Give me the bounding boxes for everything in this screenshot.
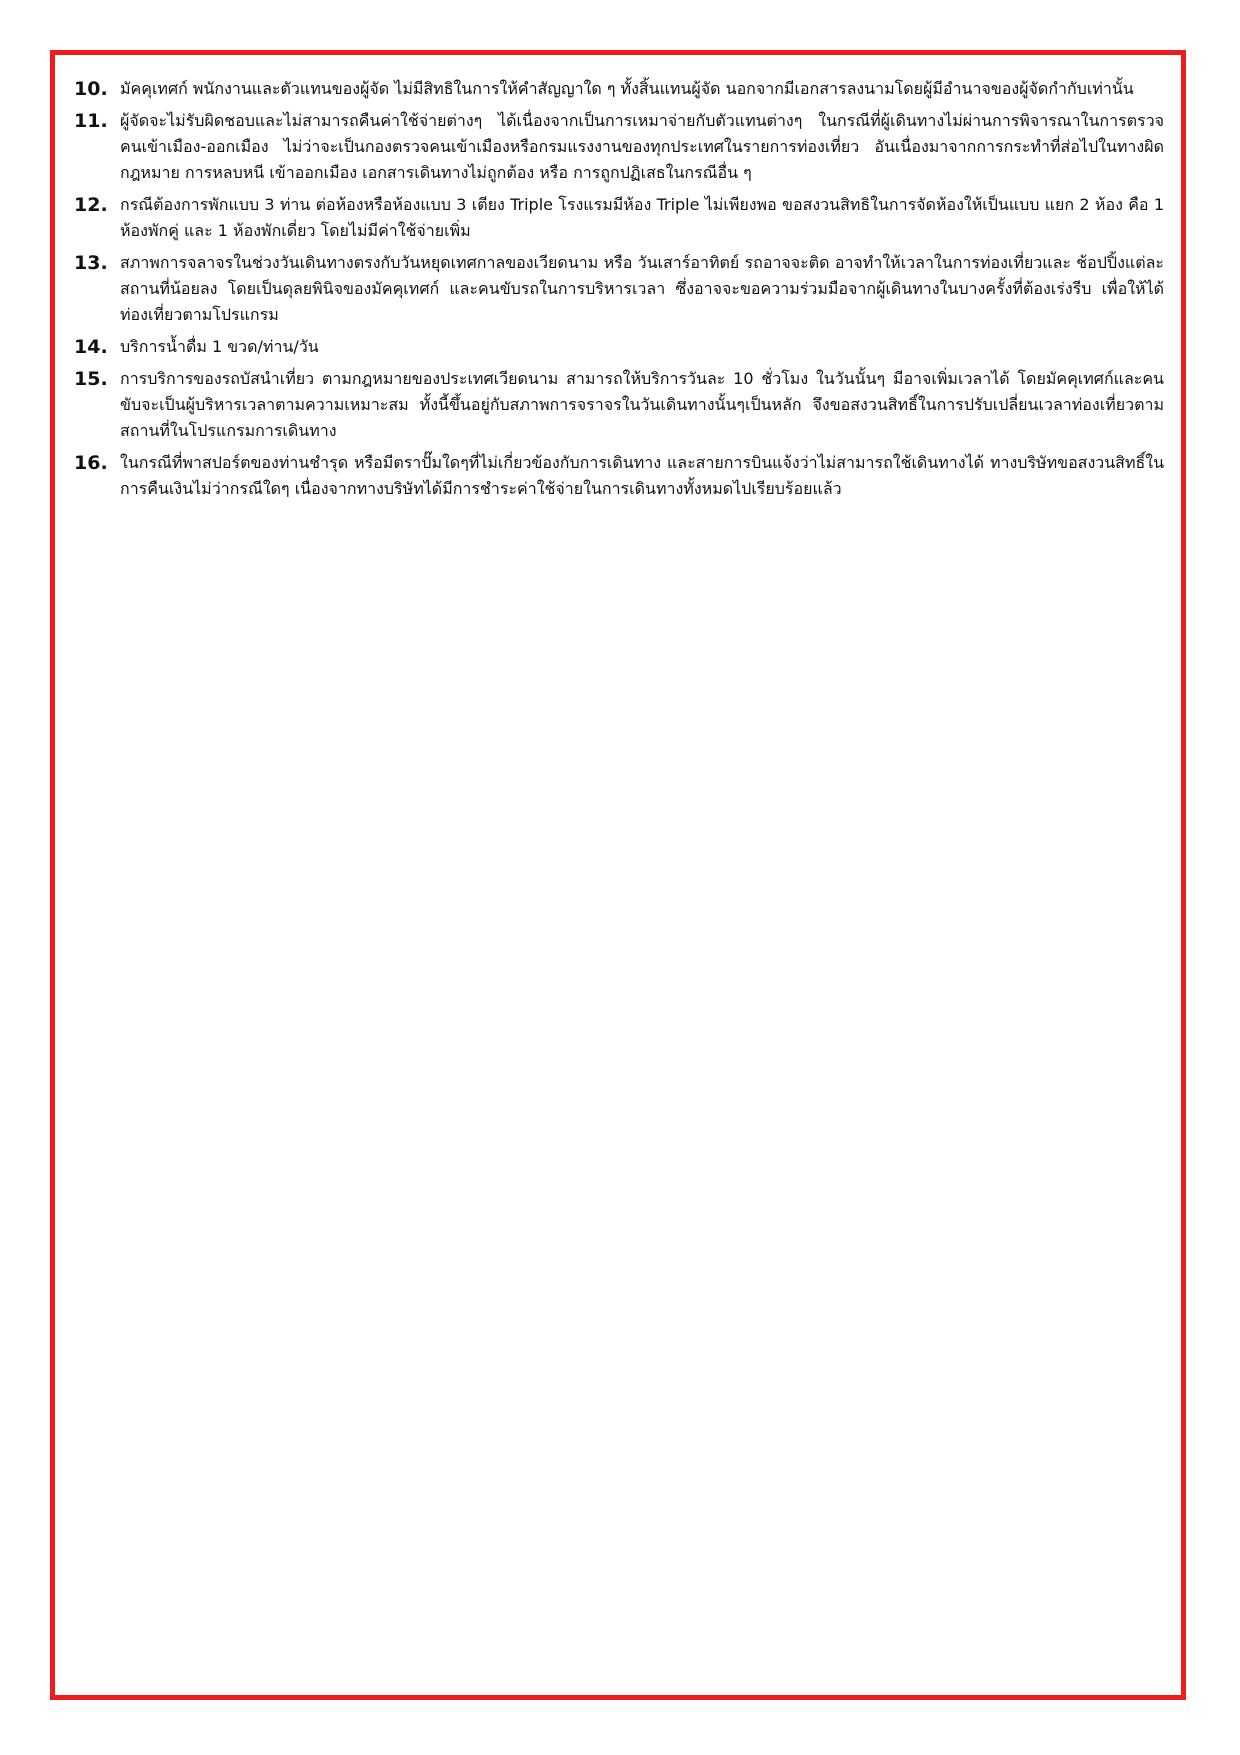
term-number: 12. (74, 194, 108, 216)
term-number: 11. (74, 110, 108, 132)
term-text: การบริการของรถบัสนำเที่ยว ตามกฎหมายของประเทศเวียดนาม สามารถให้บริการวันละ 10 ชั่วโมง ในวันนั้นๆ มีอาจเพิ่มเวลาได้ โดยมัคคุเทศก์และคนขับจะเป็นผู้บริหารเวลาตามความเหมาะสม ทั้งนี้ขึ้นอยู่กับสภาพการจราจรในวันเดินทางนั้นๆเป็นหลัก จึงขอสงวนสิทธิ์ในการปรับเปลี่ยนเวลาท่องเที่ยวตามสถานที่ในโปรแกรมการเดินทาง (120, 369, 1164, 440)
term-text: บริการน้ำดื่ม 1 ขวด/ท่าน/วัน (120, 337, 319, 356)
term-item-14 (74, 334, 1164, 360)
term-number: 15. (74, 368, 108, 390)
term-number: 14. (74, 336, 108, 358)
term-item-16 (74, 450, 1164, 502)
term-text: สภาพการจลาจรในช่วงวันเดินทางตรงกับวันหยุดเทศกาลของเวียดนาม หรือ วันเสาร์อาทิตย์ รถอาจจะติด อาจทำให้เวลาในการท่องเที่ยวและ ช้อปปิ้งแต่ละสถานที่น้อยลง โดยเป็นดุลยพินิจของมัคคุเทศก์ และคนขับรถในการบริหารเวลา ซึ่งอาจจะขอความร่วมมือจากผู้เดินทางในบางครั้งที่ต้องเร่งรีบ เพื่อให้ได้ท่องเที่ยวตามโปรแกรม (120, 253, 1164, 324)
term-item-12 (74, 192, 1164, 244)
term-text: กรณีต้องการพักแบบ 3 ท่าน ต่อห้องหรือห้องแบบ 3 เตียง Triple โรงแรมมีห้อง Triple ไม่เพียงพอ ขอสงวนสิทธิในการจัดห้องให้เป็นแบบ แยก 2 ห้อง คือ 1 ห้องพักคู่ และ 1 ห้องพักเดี่ยว โดยไม่มีค่าใช้จ่ายเพิ่ม (120, 195, 1164, 240)
terms-list (74, 76, 1164, 508)
term-text: มัคคุเทศก์ พนักงานและตัวแทนของผู้จัด ไม่มีสิทธิในการให้คำสัญญาใด ๆ ทั้งสิ้นแทนผู้จัด นอกจากมีเอกสารลงนามโดยผู้มีอำนาจของผู้จัดกำกับเท่านั้น (120, 79, 1134, 98)
term-text: ในกรณีที่พาสปอร์ตของท่านชำรุด หรือมีตราปั๊มใดๆที่ไม่เกี่ยวข้องกับการเดินทาง และสายการบินแจ้งว่าไม่สามารถใช้เดินทางได้ ทางบริษัทขอสงวนสิทธิ์ในการคืนเงินไม่ว่ากรณีใดๆ เนื่องจากทางบริษัทได้มีการชำระค่าใช้จ่ายในการเดินทางทั้งหมดไปเรียบร้อยแล้ว (120, 453, 1164, 498)
term-number: 10. (74, 78, 108, 100)
term-text: ผู้จัดจะไม่รับผิดชอบและไม่สามารถคืนค่าใช้จ่ายต่างๆ ได้เนื่องจากเป็นการเหมาจ่ายกับตัวแทนต่างๆ ในกรณีที่ผู้เดินทางไม่ผ่านการพิจารณาในการตรวจคนเข้าเมือง-ออกเมือง ไม่ว่าจะเป็นกองตรวจคนเข้าเมืองหรือกรมแรงงานของทุกประเทศในรายการท่องเที่ยว อันเนื่องมาจากการกระทำที่ส่อไปในทางผิดกฎหมาย การหลบหนี เข้าออกเมือง เอกสารเดินทางไม่ถูกต้อง หรือ การถูกปฏิเสธในกรณีอื่น ๆ (120, 111, 1164, 182)
term-item-13 (74, 250, 1164, 328)
term-item-11 (74, 108, 1164, 186)
term-item-15 (74, 366, 1164, 444)
term-item-10 (74, 76, 1164, 102)
term-number: 13. (74, 252, 108, 274)
term-number: 16. (74, 452, 108, 474)
